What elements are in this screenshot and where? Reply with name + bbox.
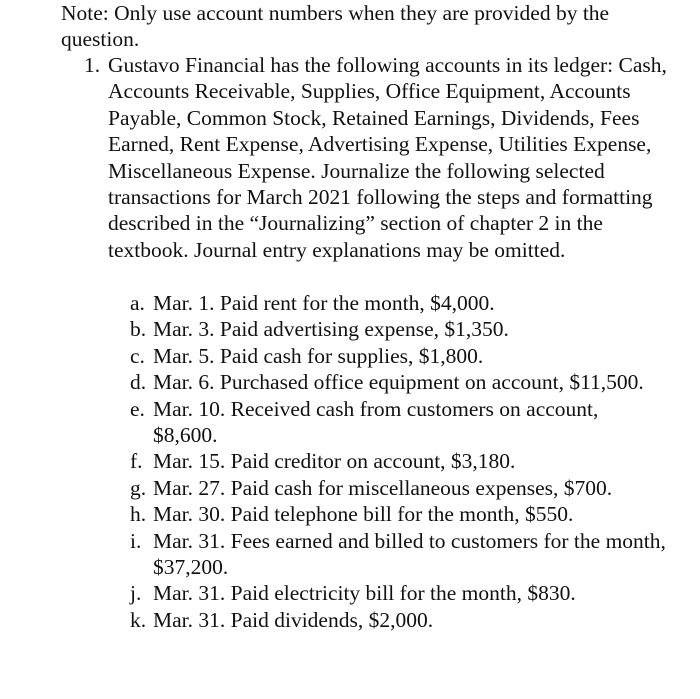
list-item <box>130 607 690 633</box>
item-text: Mar. 10. Received cash from customers on account, $8,600. <box>153 396 599 448</box>
item-text: Mar. 6. Purchased office equipment on account, $11,500. <box>153 370 644 395</box>
list-item <box>130 369 690 395</box>
item-text: Mar. 31. Fees earned and billed to customers for the month, $37,200. <box>153 528 666 580</box>
item-text: Mar. 31. Paid dividends, $2,000. <box>153 607 434 632</box>
item-text: Mar. 31. Paid electricity bill for the month, $830. <box>153 581 576 606</box>
item-letter: g. <box>130 475 147 500</box>
item-letter: e. <box>130 396 145 421</box>
question-number: 1. <box>84 53 101 77</box>
list-item <box>130 343 690 369</box>
list-item <box>130 501 690 527</box>
list-item <box>130 316 690 342</box>
transaction-list <box>130 290 690 633</box>
item-letter: b. <box>130 317 147 342</box>
item-letter: d. <box>130 370 147 395</box>
item-text: Mar. 30. Paid telephone bill for the month, $550. <box>153 502 574 527</box>
item-letter: c. <box>130 343 145 368</box>
question-text: Gustavo Financial has the following accounts in its ledger: Cash, Accounts Receivable, Supplies, Office Equipment, Accounts Payable, Common Stock, Retained Earnings, Dividends, Fees Earned, Rent Expense, Advertising Expense, Utilities Expense, Miscellaneous Expense. Journalize the following selected transactions for March 2021 following the steps and formatting described in the “Journalizing” section of chapter 2 in the textbook. Journal entry explanations may be omitted. <box>108 53 667 262</box>
item-letter: k. <box>130 607 147 632</box>
note-text: Note: Only use account numbers when they are provided by the question. <box>61 1 610 52</box>
item-letter: j. <box>130 581 142 606</box>
item-text: Mar. 27. Paid cash for miscellaneous expenses, $700. <box>153 475 613 500</box>
list-item <box>130 448 690 474</box>
item-text: Mar. 3. Paid advertising expense, $1,350. <box>153 317 509 342</box>
item-letter: f. <box>130 449 143 474</box>
item-letter: i. <box>130 528 142 553</box>
item-letter: a. <box>130 291 145 315</box>
list-item <box>130 528 690 581</box>
list-item <box>130 580 690 606</box>
item-text: Mar. 5. Paid cash for supplies, $1,800. <box>153 343 484 368</box>
item-text: Mar. 1. Paid rent for the month, $4,000. <box>153 291 495 315</box>
list-item <box>130 290 690 316</box>
list-item <box>130 475 690 501</box>
item-letter: h. <box>130 502 147 527</box>
item-text: Mar. 15. Paid creditor on account, $3,180. <box>153 449 516 474</box>
list-item <box>130 396 690 449</box>
